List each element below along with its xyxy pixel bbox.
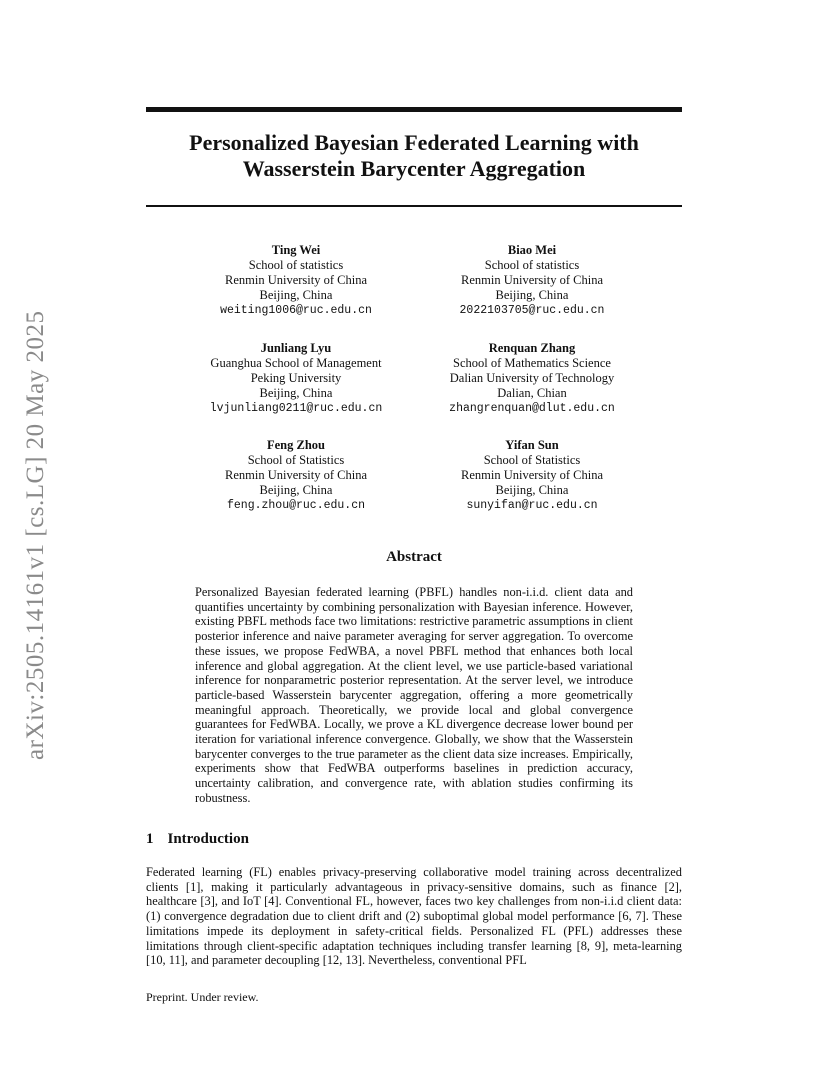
author-email: zhangrenquan@dlut.edu.cn (449, 402, 615, 415)
author-department: School of Statistics (247, 453, 345, 467)
author-email: sunyifan@ruc.edu.cn (466, 499, 598, 512)
author-location: Beijing, China (259, 386, 333, 400)
abstract-text: Personalized Bayesian federated learning (PBFL) handles non-i.i.d. client data and quantifies uncertainty by combining personalization with Bayesian inference. However, existing PBFL methods face two limitations: restrictive parametric assumptions in client posterior inference and naive parameter averaging for server aggregation. To overcome these issues, we propose FedWBA, a novel PBFL method that enhances both local inference and global aggregation. At the client level, we use particle-based variational inference for nonparametric posterior representation. At the server level, we introduce particle-based Wasserstein barycenter aggregation, offering a more geometrically meaningful approach. Theoretically, we provide local and global convergence guarantees for FedWBA. Locally, we prove a KL divergence decrease lower bound per iteration for variational inference convergence. Globally, we show that the Wasserstein barycenter converges to the true parameter as the client data size increases. Empirically, experiments show that FedWBA outperforms baselines in prediction accuracy, uncertainty calibration, and convergence rate, with ablation studies confirming its robustness. (195, 585, 633, 805)
author-card (176, 243, 416, 318)
author-name: Renquan Zhang (488, 341, 576, 355)
author-card (412, 438, 652, 513)
author-name: Yifan Sun (505, 438, 559, 452)
title-top-rule (146, 107, 682, 112)
author-email: lvjunliang0211@ruc.edu.cn (209, 402, 383, 415)
author-institution: Renmin University of China (225, 468, 367, 482)
paper-title (146, 130, 682, 182)
author-department: Guanghua School of Management (210, 356, 382, 370)
author-institution: Renmin University of China (461, 273, 603, 287)
author-card (412, 341, 652, 416)
author-name: Feng Zhou (266, 438, 325, 452)
author-name: Biao Mei (507, 243, 557, 257)
section-heading-introduction (146, 831, 249, 848)
author-department: School of Statistics (483, 453, 581, 467)
author-department: School of statistics (484, 258, 580, 272)
author-card (176, 438, 416, 513)
author-institution: Renmin University of China (225, 273, 367, 287)
section-title: Introduction (167, 831, 249, 847)
author-location: Beijing, China (259, 483, 333, 497)
author-location: Beijing, China (259, 288, 333, 302)
author-institution: Peking University (250, 371, 342, 385)
author-email: weiting1006@ruc.edu.cn (220, 304, 372, 317)
section-number: 1 (146, 831, 154, 847)
author-institution: Renmin University of China (461, 468, 603, 482)
abstract-heading: Abstract (386, 549, 442, 565)
author-name: Ting Wei (271, 243, 321, 257)
page-footer: Preprint. Under review. (146, 990, 259, 1004)
author-card (412, 243, 652, 318)
author-department: School of Mathematics Science (453, 356, 611, 370)
arxiv-identifier: arXiv:2505.14161v1 [cs.LG] 20 May 2025 (22, 310, 49, 760)
title-line-1: Personalized Bayesian Federated Learning with (189, 130, 639, 155)
author-email: feng.zhou@ruc.edu.cn (226, 499, 366, 512)
author-card (176, 341, 416, 416)
author-email: 2022103705@ruc.edu.cn (459, 304, 605, 317)
title-bottom-rule (146, 205, 682, 207)
introduction-text: Federated learning (FL) enables privacy-preserving collaborative model training across decentralized clients [1], making it particularly advantageous in privacy-sensitive domains, such as finance [2], healthcare [3], and IoT [4]. Conventional FL, however, faces two key challenges from non-i.i.d client data: (1) convergence degradation due to client drift and (2) suboptimal global model performance [6, 7]. These limitations impede its deployment in safety-critical fields. Personalized FL (PFL) addresses these limitations through client-specific adaptation techniques including transfer learning [8, 9], meta-learning [10, 11], and parameter decoupling [12, 13]. Nevertheless, conventional PFL (146, 865, 682, 968)
author-department: School of statistics (248, 258, 344, 272)
author-location: Beijing, China (495, 483, 569, 497)
author-location: Dalian, Chian (497, 386, 567, 400)
author-name: Junliang Lyu (260, 341, 332, 355)
title-line-2: Wasserstein Barycenter Aggregation (242, 156, 586, 181)
author-location: Beijing, China (495, 288, 569, 302)
author-institution: Dalian University of Technology (449, 371, 615, 385)
